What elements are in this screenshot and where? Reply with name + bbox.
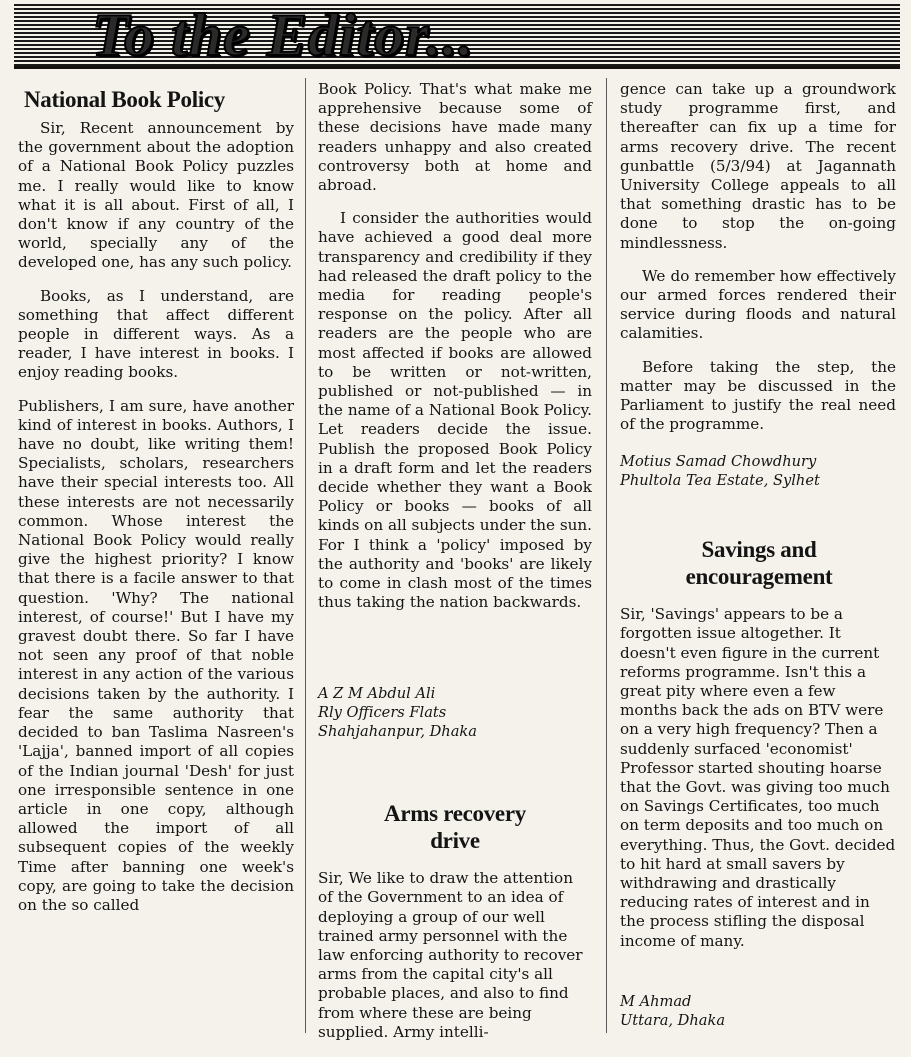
letter-paragraph: Sir, We like to draw the attention of the Government to an idea of deploying a group of our well trained army personnel with the law enforcing authority to recover arms from the capital city's all probable places, and also to find from where these are being supplied. Army intelli- bbox=[318, 869, 583, 1041]
signature-name: Motius Samad Chowdhury bbox=[620, 453, 817, 470]
letter-signature bbox=[620, 992, 896, 1030]
letter-paragraph: Publishers, I am sure, have another kind of interest in books. Authors, I have no doubt, like writing them! Specialists, scholars, researchers have their special interests too. All these interests are not necessarily common. Whose interest the National Book Policy would really give the highest priority? I know that there is a facile answer to that question. 'Why? The national interest, of course!' But I have my gravest doubt there. So far I have not seen any proof of that noble interest in any action of the various decisions taken by the authority. I fear the same authority that decided to ban Taslima Nasreen's 'Lajja', banned import of all copies of the Indian journal 'Desh' for just one irresponsible sentence in one article in one copy, although allowed the import of all subsequent copies of the weekly Time after banning one week's copy, are going to take the decision on the so called bbox=[18, 396, 294, 914]
savings-letter bbox=[620, 536, 896, 966]
letter-signature bbox=[620, 452, 896, 490]
letter-headline: Savings and encouragement bbox=[685, 537, 833, 589]
letter-paragraph: gence can take up a groundwork study programme first, and thereafter can fix up a time for arms recovery drive. The recent gunbattle (5/3/94) at Jagannath University College appeals to all that something drastic has to be done to stop the on-going mindlessness. bbox=[620, 80, 896, 252]
signature-name: A Z M Abdul Ali bbox=[318, 685, 436, 702]
letter-headline: Arms recovery drive bbox=[384, 801, 526, 853]
letter-paragraph: I consider the authorities would have achieved a good deal more transparency and credibility if they had released the draft policy to the media for reading people's response on the policy. After all readers are the people who are most affected if books are allowed to be written or not-written, published or not-published — in the name of a National Book Policy. Let readers decide the issue. Publish the proposed Book Policy in a draft form and let the readers decide whether they want a Book Policy or books — books of all kinds on all subjects under the sun. For I think a 'policy' imposed by the authority and 'books' are likely to come in clash most of the times thus taking the nation backwards. bbox=[318, 209, 593, 612]
letter-paragraph: Sir, Recent announcement by the government about the adoption of a National Book Policy puzzles me. I really would like to know what it is all about. First of all, I don't know if any country of the world, specially any of the developed one, has any such policy. bbox=[18, 119, 294, 272]
column-rule bbox=[606, 78, 607, 1033]
letter-paragraph: We do remember how effectively our armed forces rendered their service during floods and natural calamities. bbox=[620, 266, 896, 343]
arms-recovery-letter bbox=[318, 800, 592, 1057]
masthead-title: To the Editor... bbox=[92, 4, 475, 68]
section-masthead bbox=[14, 4, 900, 69]
letter-paragraph: Before taking the step, the matter may be discussed in the Parliament to justify the real need of the programme. bbox=[620, 357, 896, 434]
signature-address: Uttara, Dhaka bbox=[620, 1012, 726, 1029]
letter-signature bbox=[318, 684, 592, 741]
signature-address: Rly Officers Flats bbox=[318, 704, 447, 721]
column-3 bbox=[620, 80, 896, 434]
signature-address: Shahjahanpur, Dhaka bbox=[318, 723, 477, 740]
letter-paragraph: Sir, 'Savings' appears to be a forgotten issue altogether. It doesn't even figure in the current reforms programme. Isn't this a great pity where even a few months back the ads on BTV were on a very high frequency? Then a suddenly surfaced 'economist' Professor started shouting hoarse that the Govt. was giving too much on Savings Certificates, too much on term deposits and too much on everything. Thus, the Govt. decided to hit hard at small savers by withdrawing and drastically reducing rates of interest and in the process stifling the disposal income of many. bbox=[620, 605, 896, 950]
letter-paragraph: Book Policy. That's what make me apprehensive because some of these decisions have made many readers unhappy and also created controversy both at home and abroad. bbox=[318, 80, 592, 195]
letter-paragraph: Books, as I understand, are something that affect different people in different ways. As a reader, I have interest in books. I enjoy reading books. bbox=[18, 286, 294, 382]
signature-name: M Ahmad bbox=[620, 993, 692, 1010]
signature-address: Phultola Tea Estate, Sylhet bbox=[620, 472, 820, 489]
column-1 bbox=[18, 86, 294, 915]
column-rule bbox=[305, 78, 306, 1033]
column-2 bbox=[318, 80, 592, 612]
letter-headline: National Book Policy bbox=[24, 87, 226, 112]
